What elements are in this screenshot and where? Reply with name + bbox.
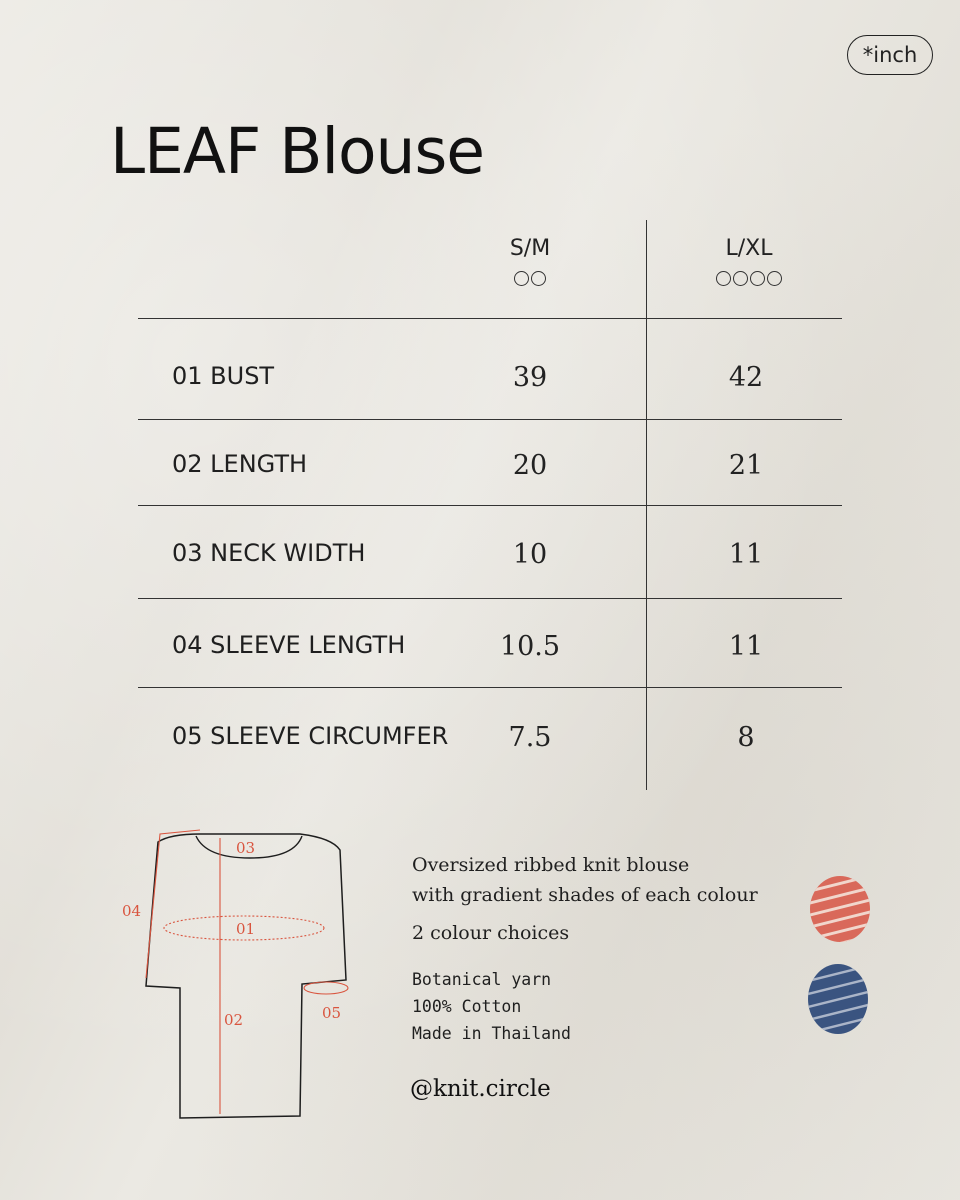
garment-diagram xyxy=(110,820,370,1130)
colour-choices: 2 colour choices xyxy=(412,922,570,944)
measure-value-lxl: 11 xyxy=(728,539,764,570)
table-row xyxy=(138,631,842,661)
measure-value-sm: 10.5 xyxy=(499,631,561,662)
measure-value-sm: 20 xyxy=(512,450,548,481)
size-dots-lxl xyxy=(669,271,829,286)
measure-label: 05 SLEEVE CIRCUMFER xyxy=(172,722,449,750)
measure-value-lxl: 42 xyxy=(728,362,764,393)
swatch-blue xyxy=(806,962,870,1036)
measure-label: 02 LENGTH xyxy=(172,450,308,478)
table-rule xyxy=(138,505,842,506)
measure-value-lxl: 8 xyxy=(737,722,755,753)
measure-label: 04 SLEEVE LENGTH xyxy=(172,631,406,659)
spec-line: Botanical yarn xyxy=(412,970,552,989)
diagram-label-length: 02 xyxy=(224,1011,244,1029)
size-dot-icon xyxy=(514,271,529,286)
blouse-outline xyxy=(146,834,346,1118)
diagram-label-sleeve-length: 04 xyxy=(122,902,142,920)
size-dot-icon xyxy=(733,271,748,286)
swatch-red xyxy=(808,874,872,944)
product-description xyxy=(412,850,758,948)
table-row xyxy=(138,362,842,392)
measure-value-sm: 10 xyxy=(512,539,548,570)
social-handle[interactable]: @knit.circle xyxy=(410,1076,551,1102)
table-rule xyxy=(138,318,842,319)
diagram-label-sleeve-circ: 05 xyxy=(322,1004,342,1022)
size-header-lxl xyxy=(669,236,829,286)
unit-badge: *inch xyxy=(847,35,933,75)
table-row xyxy=(138,722,842,752)
table-rule xyxy=(138,598,842,599)
table-row xyxy=(138,539,842,569)
measure-label: 01 BUST xyxy=(172,362,275,390)
page-title: LEAF Blouse xyxy=(110,115,485,188)
description-line: Oversized ribbed knit blouse xyxy=(412,854,690,876)
diagram-label-neck: 03 xyxy=(236,839,256,857)
measure-value-sm: 39 xyxy=(512,362,548,393)
spec-line: Made in Thailand xyxy=(412,1024,571,1043)
sleeve-length-guide xyxy=(146,830,200,978)
size-dot-icon xyxy=(767,271,782,286)
size-dots-sm xyxy=(450,271,610,286)
table-row xyxy=(138,450,842,480)
measure-value-sm: 7.5 xyxy=(508,722,552,753)
size-dot-icon xyxy=(716,271,731,286)
size-label-sm: S/M xyxy=(509,236,551,261)
table-rule xyxy=(138,687,842,688)
diagram-label-bust: 01 xyxy=(236,920,256,938)
measure-label: 03 NECK WIDTH xyxy=(172,539,366,567)
spec-line: 100% Cotton xyxy=(412,997,522,1016)
size-label-lxl: L/XL xyxy=(725,236,773,261)
description-line: with gradient shades of each colour xyxy=(412,884,758,906)
table-rule xyxy=(138,419,842,420)
measure-value-lxl: 11 xyxy=(728,631,764,662)
size-dot-icon xyxy=(531,271,546,286)
sleeve-circ-guide xyxy=(304,982,348,994)
measure-value-lxl: 21 xyxy=(728,450,764,481)
product-specs xyxy=(412,966,571,1047)
size-dot-icon xyxy=(750,271,765,286)
size-header-sm xyxy=(450,236,610,286)
